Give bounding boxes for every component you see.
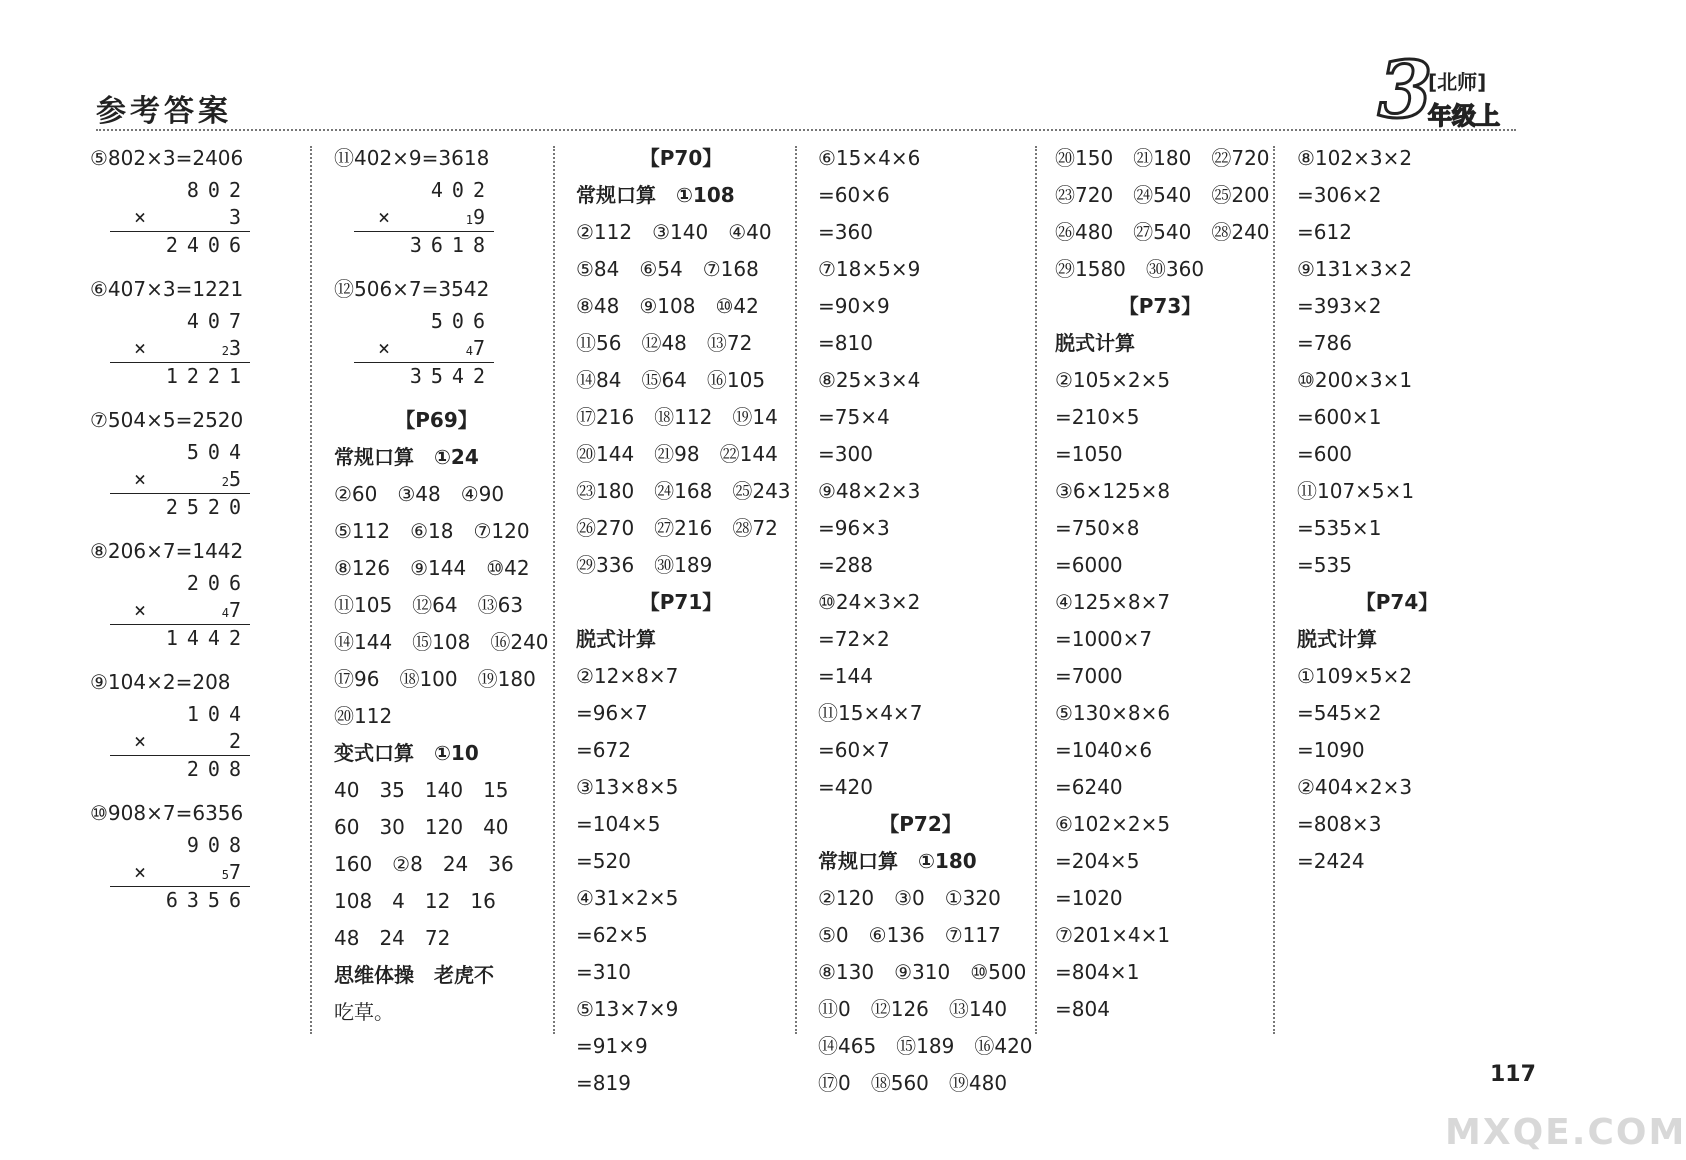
answer-column-6 <box>1297 140 1497 880</box>
answer-line: ㉙336 ㉚189 <box>576 553 713 577</box>
product: 2406 <box>165 233 250 257</box>
answer-line: =306×2 <box>1297 183 1382 207</box>
carry-digit: 5 <box>221 868 229 882</box>
answer-line: ㉓180 ㉔168 ㉕243 <box>576 479 791 503</box>
answer-line: =360 <box>818 220 873 244</box>
multiplicand: 504 <box>186 440 250 464</box>
column-separator <box>310 146 312 1034</box>
vertical-multiplication <box>110 570 250 652</box>
answer-line: ④125×8×7 <box>1055 590 1171 614</box>
answer-line: =1050 <box>1055 442 1123 466</box>
section-heading: 【P70】 <box>639 146 723 170</box>
answer-line: ⑳144 ㉑98 ㉒144 <box>576 442 778 466</box>
section-heading: 【P73】 <box>1118 294 1202 318</box>
answer-line: ②12×8×7 <box>576 664 679 688</box>
multiplicand: 407 <box>186 309 250 333</box>
multiplier-row <box>110 335 250 362</box>
answer-line: ④31×2×5 <box>576 886 679 910</box>
product-row <box>354 231 494 259</box>
equation-line: ⑪402×9=3618 <box>334 146 490 170</box>
equation-line: ⑫506×7=3542 <box>334 277 490 301</box>
product: 1221 <box>165 364 250 388</box>
answer-line: =535×1 <box>1297 516 1382 540</box>
equation-line: ⑦504×5=2520 <box>90 408 244 432</box>
multiplier: 9 <box>472 205 494 229</box>
answer-line: =60×7 <box>818 738 890 762</box>
multiplicand-row <box>354 177 494 204</box>
answer-line: ⑧102×3×2 <box>1297 146 1413 170</box>
answer-line: ⑧25×3×4 <box>818 368 921 392</box>
carry-digit: 4 <box>221 606 229 620</box>
answer-line: =288 <box>818 553 873 577</box>
multiplier-row <box>354 335 494 362</box>
answer-line: ⑰96 ⑱100 ⑲180 <box>334 667 536 691</box>
answer-line: ⑤13×7×9 <box>576 997 679 1021</box>
answer-line: =612 <box>1297 220 1352 244</box>
answer-line: ⑭84 ⑮64 ⑯105 <box>576 368 766 392</box>
answer-line: 60 30 120 40 <box>334 815 509 839</box>
grade-badge-number: 3 <box>1378 45 1433 136</box>
watermark: MXQE.COM <box>1445 1112 1686 1153</box>
product-row <box>110 362 250 390</box>
carry-digit: 2 <box>221 475 229 489</box>
answer-line: ⑤0 ⑥136 ⑦117 <box>818 923 1001 947</box>
multiply-operator: × <box>134 467 156 491</box>
answer-line: =393×2 <box>1297 294 1382 318</box>
answer-line: =535 <box>1297 553 1352 577</box>
exercise-label-line: 常规口算 ①24 <box>334 445 479 469</box>
product: 3618 <box>409 233 494 257</box>
answer-line: ⑧126 ⑨144 ⑩42 <box>334 556 530 580</box>
exercise-label-line: 脱式计算 <box>576 627 656 651</box>
vertical-multiplication <box>110 701 250 783</box>
multiplicand-row <box>110 701 250 728</box>
carry-digit: 1 <box>465 213 473 227</box>
equation-line: ⑩908×7=6356 <box>90 801 244 825</box>
multiplier: 7 <box>228 860 250 884</box>
answer-line: =104×5 <box>576 812 661 836</box>
column-separator <box>795 146 797 1034</box>
section-heading: 【P74】 <box>1355 590 1439 614</box>
vertical-multiplication <box>110 832 250 914</box>
answer-line: ⑤112 ⑥18 ⑦120 <box>334 519 530 543</box>
multiplier-row <box>110 728 250 755</box>
answer-line: ②60 ③48 ④90 <box>334 482 505 506</box>
answer-line: =96×7 <box>576 701 648 725</box>
answer-line: =7000 <box>1055 664 1123 688</box>
answer-line: ⑳112 <box>334 704 393 728</box>
product-row <box>354 362 494 390</box>
product: 1442 <box>165 626 250 650</box>
multiplicand-row <box>110 832 250 859</box>
answer-line: =545×2 <box>1297 701 1382 725</box>
product-row <box>110 886 250 914</box>
answer-line: =300 <box>818 442 873 466</box>
multiplicand: 506 <box>430 309 494 333</box>
answer-line: =62×5 <box>576 923 648 947</box>
answer-line: ②105×2×5 <box>1055 368 1171 392</box>
answer-line: 48 24 72 <box>334 926 451 950</box>
equation-line: ⑤802×3=2406 <box>90 146 244 170</box>
grade-badge-label: 年级上 <box>1428 102 1500 130</box>
answer-line: ⑪107×5×1 <box>1297 479 1415 503</box>
answer-line: =204×5 <box>1055 849 1140 873</box>
exercise-label-line: 常规口算 ①108 <box>576 183 735 207</box>
multiplier-row <box>110 204 250 231</box>
multiplier: 7 <box>472 336 494 360</box>
answer-line: =72×2 <box>818 627 890 651</box>
answer-line: =1090 <box>1297 738 1365 762</box>
page-number: 117 <box>1490 1062 1536 1087</box>
multiplicand: 206 <box>186 571 250 595</box>
answer-line: ㉓720 ㉔540 ㉕200 <box>1055 183 1270 207</box>
answer-line: ⑤130×8×6 <box>1055 701 1171 725</box>
multiplicand: 402 <box>430 178 494 202</box>
multiplier: 2 <box>228 729 250 753</box>
product: 208 <box>186 757 250 781</box>
answer-line: =96×3 <box>818 516 890 540</box>
answer-line: =75×4 <box>818 405 890 429</box>
answer-line: =1000×7 <box>1055 627 1153 651</box>
answer-column-1 <box>90 140 290 926</box>
answer-line: =1020 <box>1055 886 1123 910</box>
multiplier: 3 <box>228 205 250 229</box>
answer-column-4 <box>818 140 1033 1102</box>
answer-line: =600×1 <box>1297 405 1382 429</box>
answer-line: ⑦18×5×9 <box>818 257 921 281</box>
vertical-multiplication <box>354 177 494 259</box>
answer-line: 40 35 140 15 <box>334 778 509 802</box>
answer-line: 160 ②8 24 36 <box>334 852 514 876</box>
answer-line: =60×6 <box>818 183 890 207</box>
answer-column-3 <box>576 140 791 1102</box>
exercise-label-line: 思维体操 老虎不 <box>334 963 494 987</box>
multiplicand-row <box>110 439 250 466</box>
multiplier: 5 <box>228 467 250 491</box>
answer-line: ㉖270 ㉗216 ㉘72 <box>576 516 778 540</box>
product: 2520 <box>165 495 250 519</box>
answer-line: ⑭465 ⑮189 ⑯420 <box>818 1034 1033 1058</box>
answer-line: ①109×5×2 <box>1297 664 1413 688</box>
multiply-operator: × <box>134 336 156 360</box>
equation-line: ⑧206×7=1442 <box>90 539 244 563</box>
exercise-label-line: 脱式计算 <box>1055 331 1135 355</box>
multiply-operator: × <box>378 205 400 229</box>
answer-line: ②120 ③0 ①320 <box>818 886 1001 910</box>
answer-line: =600 <box>1297 442 1352 466</box>
answer-line: ⑥102×2×5 <box>1055 812 1171 836</box>
section-heading: 【P69】 <box>395 408 478 432</box>
answer-line: ⑳150 ㉑180 ㉒720 <box>1055 146 1270 170</box>
multiplier: 3 <box>228 336 250 360</box>
product-row <box>110 624 250 652</box>
answer-line: ⑤84 ⑥54 ⑦168 <box>576 257 759 281</box>
answer-line: =819 <box>576 1071 631 1095</box>
answer-line: =750×8 <box>1055 516 1140 540</box>
answer-line: =91×9 <box>576 1034 648 1058</box>
column-separator <box>1035 146 1037 1034</box>
answer-line: =310 <box>576 960 631 984</box>
answer-line: ⑥15×4×6 <box>818 146 921 170</box>
multiply-operator: × <box>134 598 156 622</box>
answer-line: ㉖480 ㉗540 ㉘240 <box>1055 220 1270 244</box>
answer-column-5 <box>1055 140 1270 1028</box>
answer-line: =2424 <box>1297 849 1365 873</box>
exercise-label-line: 脱式计算 <box>1297 627 1377 651</box>
multiplicand-row <box>110 308 250 335</box>
answer-line: ⑪105 ⑫64 ⑬63 <box>334 593 524 617</box>
section-heading: 【P72】 <box>879 812 962 836</box>
vertical-multiplication <box>110 177 250 259</box>
header-divider <box>96 129 1516 131</box>
answer-line: =804×1 <box>1055 960 1140 984</box>
answer-line: =144 <box>818 664 873 688</box>
answer-line: =420 <box>818 775 873 799</box>
multiplier: 7 <box>228 598 250 622</box>
multiplicand-row <box>110 177 250 204</box>
page-header-title: 参考答案 <box>96 94 232 129</box>
multiplier-row <box>110 859 250 886</box>
answer-line: ⑧130 ⑨310 ⑩500 <box>818 960 1027 984</box>
answer-line: ⑪0 ⑫126 ⑬140 <box>818 997 1008 1021</box>
answer-column-2 <box>334 140 549 1031</box>
product: 6356 <box>165 888 250 912</box>
multiply-operator: × <box>134 205 156 229</box>
equation-line: ⑥407×3=1221 <box>90 277 244 301</box>
multiplicand-row <box>354 308 494 335</box>
answer-line: ⑰0 ⑱560 ⑲480 <box>818 1071 1008 1095</box>
multiplicand: 802 <box>186 178 250 202</box>
answer-line: =6240 <box>1055 775 1123 799</box>
answer-line: =810 <box>818 331 873 355</box>
multiplier-row <box>354 204 494 231</box>
vertical-multiplication <box>110 308 250 390</box>
answer-line: ⑧48 ⑨108 ⑩42 <box>576 294 759 318</box>
answer-line: ②404×2×3 <box>1297 775 1413 799</box>
answer-line: ③6×125×8 <box>1055 479 1171 503</box>
answer-line: ⑩24×3×2 <box>818 590 921 614</box>
multiply-operator: × <box>134 860 156 884</box>
product: 3542 <box>409 364 494 388</box>
product-row <box>110 493 250 521</box>
exercise-label-line: 常规口算 ①180 <box>818 849 977 873</box>
answer-line: ⑩200×3×1 <box>1297 368 1413 392</box>
answer-line: ⑰216 ⑱112 ⑲14 <box>576 405 778 429</box>
multiplicand-row <box>110 570 250 597</box>
carry-digit: 2 <box>221 344 229 358</box>
multiply-operator: × <box>378 336 400 360</box>
equation-line: ⑨104×2=208 <box>90 670 231 694</box>
answer-line: =786 <box>1297 331 1352 355</box>
vertical-multiplication <box>354 308 494 390</box>
exercise-label-line: 变式口算 ①10 <box>334 741 479 765</box>
answer-line: =1040×6 <box>1055 738 1153 762</box>
multiplier-row <box>110 466 250 493</box>
answer-line: ⑪15×4×7 <box>818 701 923 725</box>
answer-line: ②112 ③140 ④40 <box>576 220 772 244</box>
answer-line: ⑦201×4×1 <box>1055 923 1171 947</box>
multiply-operator: × <box>134 729 156 753</box>
answer-line: ③13×8×5 <box>576 775 679 799</box>
grade-badge-edition: [北师] <box>1428 70 1487 94</box>
vertical-multiplication <box>110 439 250 521</box>
multiplicand: 104 <box>186 702 250 726</box>
answer-line: 108 4 12 16 <box>334 889 496 913</box>
answer-line: 吃草。 <box>334 1000 394 1024</box>
answer-line: =210×5 <box>1055 405 1140 429</box>
answer-line: ⑭144 ⑮108 ⑯240 <box>334 630 549 654</box>
answer-line: =6000 <box>1055 553 1123 577</box>
answer-line: ⑨131×3×2 <box>1297 257 1413 281</box>
answer-line: ⑨48×2×3 <box>818 479 921 503</box>
answer-line: =672 <box>576 738 631 762</box>
column-separator <box>553 146 555 1034</box>
answer-line: ⑪56 ⑫48 ⑬72 <box>576 331 753 355</box>
column-separator <box>1273 146 1275 1034</box>
section-heading: 【P71】 <box>639 590 723 614</box>
answer-line: =808×3 <box>1297 812 1382 836</box>
carry-digit: 4 <box>465 344 473 358</box>
multiplicand: 908 <box>186 833 250 857</box>
answer-line: ㉙1580 ㉚360 <box>1055 257 1205 281</box>
product-row <box>110 755 250 783</box>
answer-line: =520 <box>576 849 631 873</box>
answer-line: =804 <box>1055 997 1110 1021</box>
multiplier-row <box>110 597 250 624</box>
product-row <box>110 231 250 259</box>
answer-line: =90×9 <box>818 294 890 318</box>
